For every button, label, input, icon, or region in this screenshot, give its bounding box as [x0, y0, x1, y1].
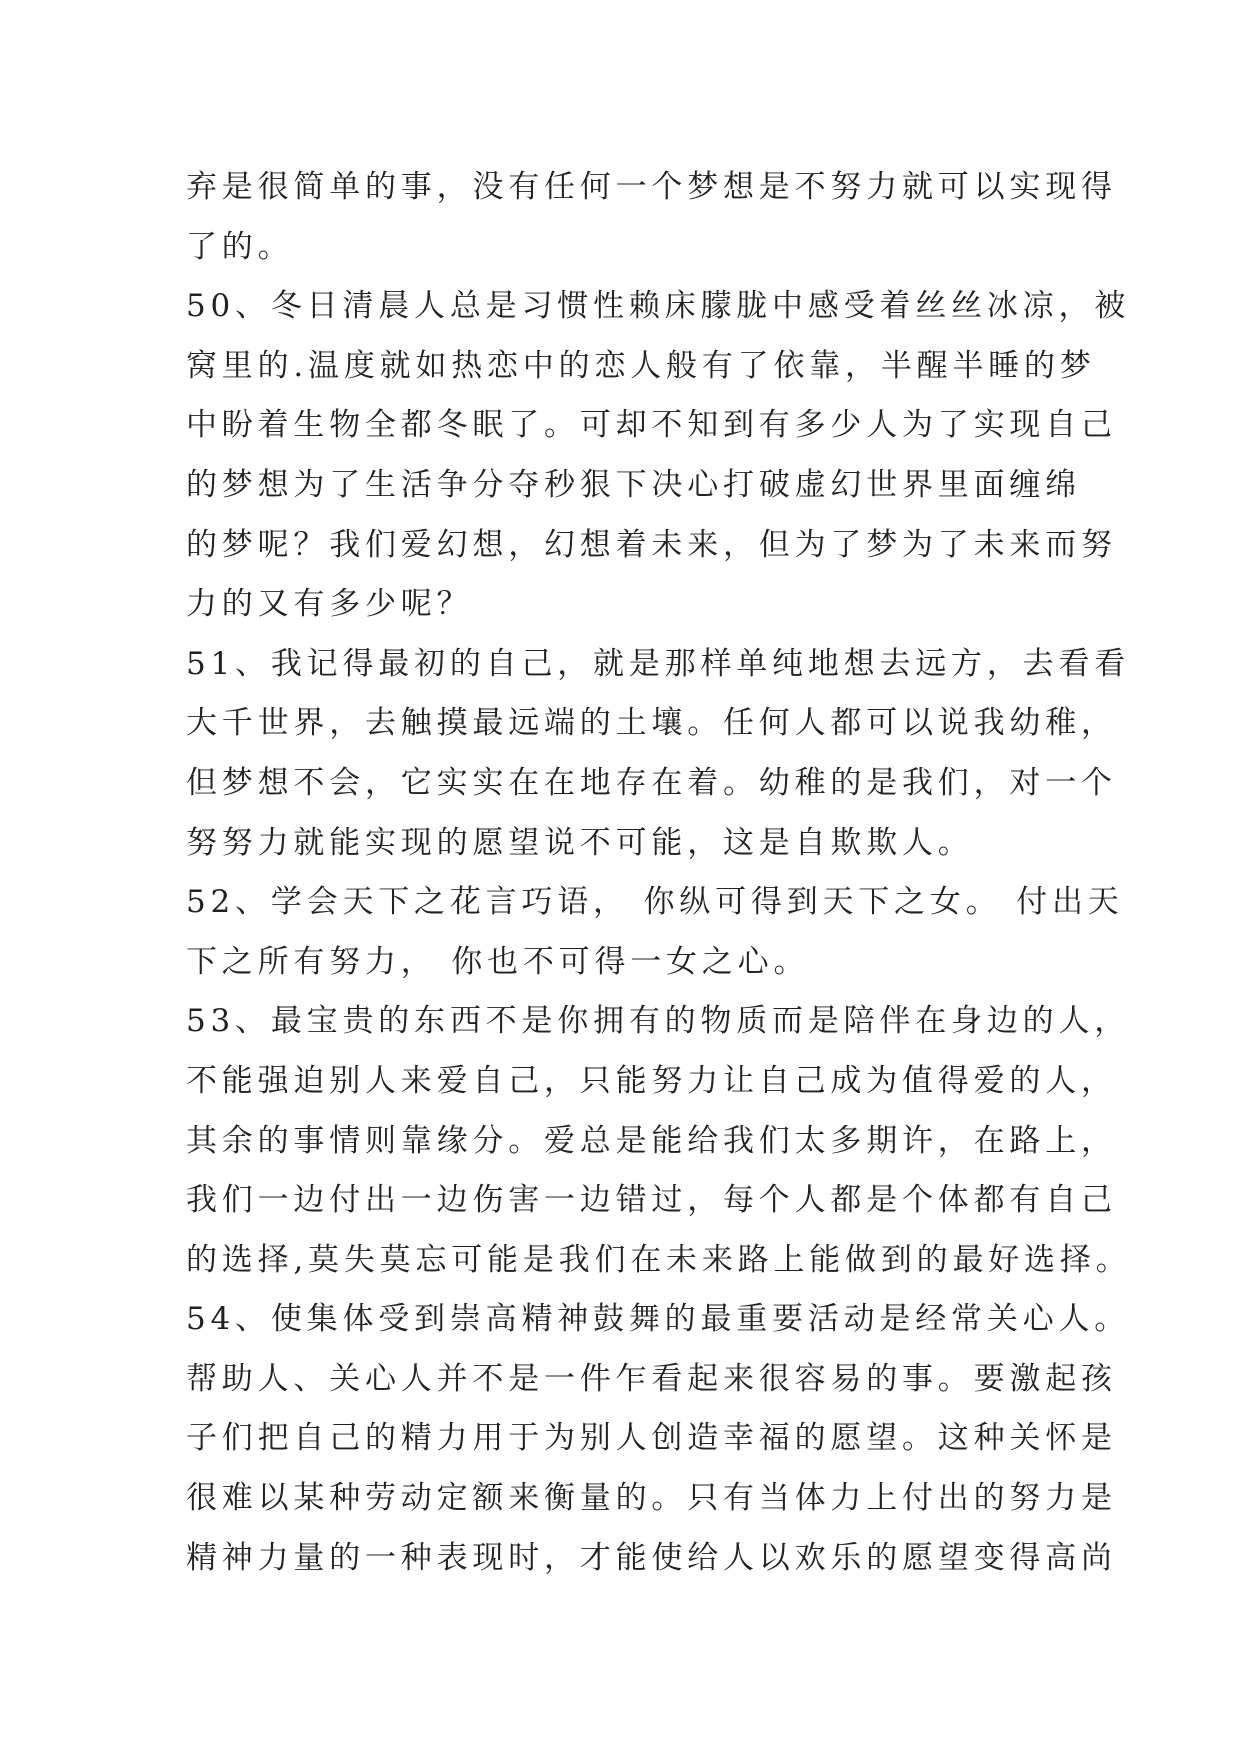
text-line: 精神力量的一种表现时，才能使给人以欢乐的愿望变得高尚 — [186, 1539, 1117, 1576]
text-line: 但梦想不会，它实实在在地存在着。幼稚的是我们，对一个 — [186, 764, 1117, 801]
text-line: 窝里的.温度就如热恋中的恋人般有了依靠，半醒半睡的梦 — [186, 347, 1096, 384]
text-line: 了的。 — [186, 228, 294, 265]
text-line: 大千世界，去触摸最远端的土壤。任何人都可以说我幼稚， — [186, 705, 1117, 742]
text-line: 的梦呢？我们爱幻想，幻想着未来，但为了梦为了未来而努 — [186, 526, 1117, 563]
text-line: 力的又有多少呢？ — [186, 586, 473, 623]
text-line: 53、最宝贵的东西不是你拥有的物质而是陪伴在身边的人， — [186, 1003, 1131, 1040]
text-line: 努努力就能实现的愿望说不可能，这是自欺欺人。 — [186, 824, 974, 861]
text-line: 51、我记得最初的自己，就是那样单纯地想去远方，去看看 — [186, 645, 1131, 682]
text-line: 不能强迫别人来爱自己，只能努力让自己成为值得爱的人， — [186, 1062, 1117, 1099]
text-line: 的梦想为了生活争分夺秒狠下决心打破虚幻世界里面缠绵 — [186, 466, 1081, 503]
text-line: 很难以某种劳动定额来衡量的。只有当体力上付出的努力是 — [186, 1480, 1117, 1517]
text-line: 52、学会天下之花言巧语， 你纵可得到天下之女。 付出天 — [186, 884, 1124, 921]
body-text — [186, 158, 1132, 1588]
text-line: 我们一边付出一边伤害一边错过，每个人都是个体都有自己 — [186, 1182, 1117, 1219]
text-line: 54、使集体受到崇高精神鼓舞的最重要活动是经常关心人。 — [186, 1301, 1131, 1338]
text-line: 50、冬日清晨人总是习惯性赖床朦胧中感受着丝丝冰凉，被 — [186, 288, 1131, 325]
text-line: 帮助人、关心人并不是一件乍看起来很容易的事。要激起孩 — [186, 1360, 1117, 1397]
text-line: 子们把自己的精力用于为别人创造幸福的愿望。这种关怀是 — [186, 1420, 1117, 1457]
text-line: 的选择,莫失莫忘可能是我们在未来路上能做到的最好选择。 — [186, 1241, 1132, 1278]
text-line: 下之所有努力， 你也不可得一女之心。 — [186, 943, 810, 980]
text-line: 中盼着生物全都冬眠了。可却不知到有多少人为了实现自己 — [186, 407, 1117, 444]
text-line: 弃是很简单的事，没有任何一个梦想是不努力就可以实现得 — [186, 169, 1117, 205]
text-line: 其余的事情则靠缘分。爱总是能给我们太多期许，在路上， — [186, 1122, 1117, 1159]
